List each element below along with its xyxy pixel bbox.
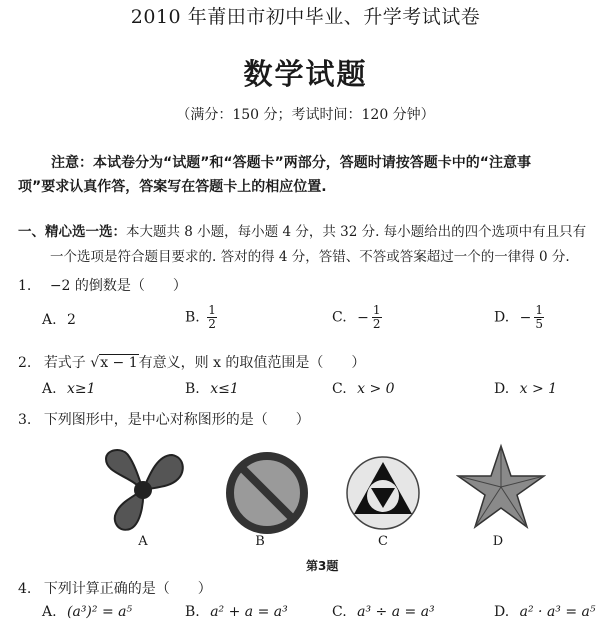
- option-text: (a³)² = a⁵: [67, 604, 133, 620]
- question-stem-pre: 若式子: [43, 355, 86, 371]
- figure-label-c: C: [378, 534, 388, 549]
- minus-sign: −: [357, 309, 369, 326]
- option-label: C.: [332, 309, 347, 326]
- q4-option-a: [42, 604, 132, 620]
- fraction: [534, 304, 544, 331]
- option-label: B.: [185, 381, 200, 397]
- denominator: 2: [208, 317, 216, 331]
- option-text: a² · a³ = a⁵: [519, 604, 596, 620]
- denominator: 2: [372, 317, 381, 331]
- numerator: 1: [372, 303, 381, 317]
- option-text: x > 1: [519, 381, 558, 397]
- fraction: [207, 304, 217, 331]
- question-1: [18, 275, 187, 295]
- section-1-intro: [18, 220, 586, 240]
- triangles-in-circle-icon: [338, 448, 428, 538]
- section-intro-line-1: 本大题共 8 小题，每小题 4 分，共 32 分. 每小题给出的四个选项中有且只有: [126, 224, 587, 240]
- option-text: x≤1: [210, 381, 239, 397]
- five-point-star-icon: [456, 442, 546, 532]
- question-number: 1.: [18, 278, 32, 294]
- option-text: 2: [67, 312, 76, 328]
- option-label: B.: [185, 604, 200, 620]
- question-stem: −2 的倒数是（ ）: [49, 278, 187, 294]
- option-label: C.: [332, 381, 347, 397]
- q1-option-c: [332, 304, 382, 331]
- q2-option-a: [42, 381, 96, 397]
- numerator: 1: [535, 303, 544, 317]
- q1-option-b: [185, 304, 217, 331]
- prohibition-sign-icon: [222, 448, 312, 538]
- option-label: A.: [42, 604, 57, 620]
- fraction: [372, 304, 382, 331]
- option-label: A.: [42, 381, 57, 397]
- notice-line-1: 注意：本试卷分为“试题”和“答题卡”两部分，答题时请按答题卡中的“注意事: [51, 155, 532, 171]
- sqrt-expression: √x − 1: [90, 355, 138, 371]
- radicand: x − 1: [100, 355, 138, 371]
- notice-line-2: 项”要求认真作答，答案写在答题卡上的相应位置.: [18, 179, 327, 195]
- q2-option-d: [494, 381, 557, 397]
- numerator: 1: [208, 303, 216, 317]
- question-stem: 下列图形中，是中心对称图形的是（ ）: [43, 412, 310, 428]
- figure-label-a: A: [138, 534, 148, 549]
- option-text: a² + a = a³: [210, 604, 288, 620]
- q1-option-a: [42, 312, 76, 328]
- question-2: [18, 352, 365, 372]
- figure-label-b: B: [255, 534, 265, 549]
- option-text: x > 0: [357, 381, 395, 397]
- option-text: a³ ÷ a = a³: [357, 604, 435, 620]
- exam-title: 2010 年莆田市初中毕业、升学考试试卷: [130, 6, 481, 28]
- question-number: 3.: [18, 412, 32, 428]
- q2-option-b: [185, 381, 239, 397]
- question-stem-post: 有意义，则 x 的取值范围是（ ）: [138, 355, 366, 371]
- option-label: D.: [494, 381, 510, 397]
- propeller-icon: [98, 445, 188, 535]
- q4-option-c: [332, 604, 435, 620]
- option-label: C.: [332, 604, 347, 620]
- option-label: D.: [494, 604, 510, 620]
- question-4: [18, 578, 212, 598]
- figure-caption: 第3题: [306, 559, 339, 573]
- denominator: 5: [535, 317, 544, 331]
- exam-meta: （满分：150 分；考试时间：120 分钟）: [176, 107, 435, 123]
- figure-label-d: D: [492, 534, 504, 549]
- option-text: x≥1: [67, 381, 96, 397]
- subject-title: 数学试题: [243, 57, 368, 91]
- question-number: 2.: [18, 355, 32, 371]
- q4-option-d: [494, 604, 596, 620]
- minus-sign: −: [519, 309, 532, 326]
- option-label: A.: [42, 312, 57, 328]
- section-intro-line-2: 一个选项是符合题目要求的. 答对的得 4 分，答错、不答或答案超过一个的一律得 0 分.: [50, 249, 570, 265]
- question-number: 4.: [18, 581, 32, 597]
- question-3: [18, 409, 310, 429]
- option-label: D.: [494, 309, 510, 326]
- section-heading: 一、精心选一选：: [18, 224, 126, 240]
- q2-option-c: [332, 381, 395, 397]
- question-stem: 下列计算正确的是（ ）: [43, 581, 212, 597]
- option-label: B.: [185, 309, 200, 326]
- q1-option-d: [494, 304, 544, 331]
- q4-option-b: [185, 604, 288, 620]
